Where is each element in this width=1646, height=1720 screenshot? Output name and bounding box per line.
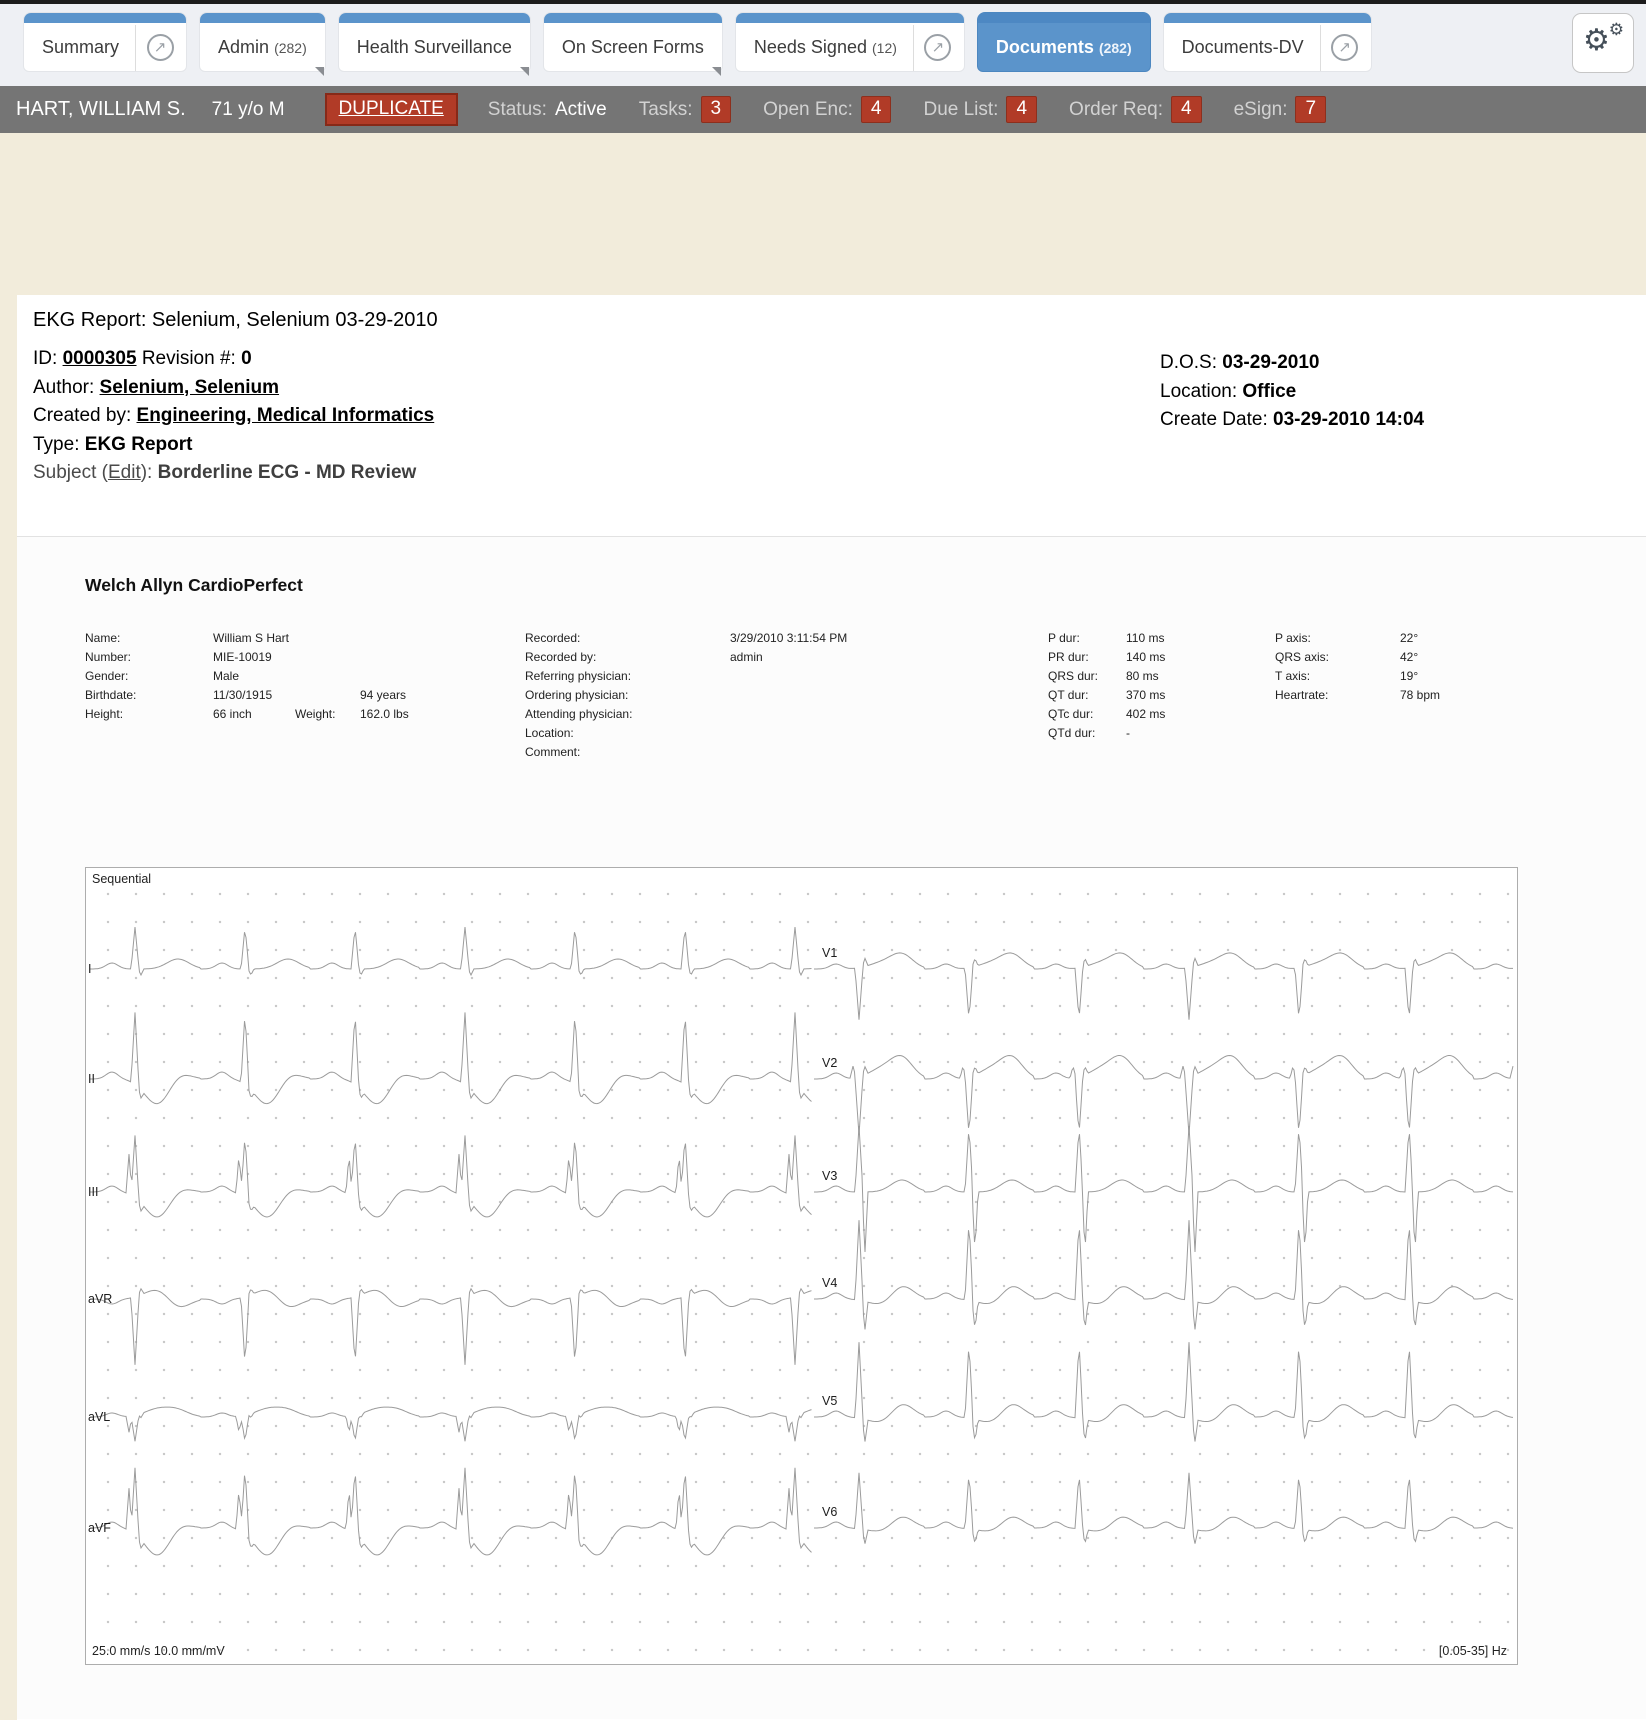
ecg-lead-label-V6: V6 <box>822 1505 838 1519</box>
ecg-chart <box>85 867 1518 1665</box>
report-cell: P axis: <box>1275 631 1311 645</box>
report-row <box>1275 629 1440 648</box>
dos-label: D.O.S: <box>1160 352 1218 373</box>
report-cell: P dur: <box>1048 631 1080 645</box>
ecg-trace-I <box>90 927 812 975</box>
document-meta-right <box>1160 349 1424 435</box>
gear-icon: ⚙ <box>1583 24 1610 57</box>
ecg-lead-label-III: III <box>88 1185 99 1199</box>
report-cell: Male <box>213 669 240 683</box>
report-cell: 402 ms <box>1126 707 1166 721</box>
tab-documents-label <box>980 27 1148 58</box>
gear-small-icon: ⚙ <box>1608 20 1624 39</box>
report-body <box>17 537 1646 1719</box>
report-info-grid <box>85 629 1646 859</box>
subject-line <box>33 459 1630 488</box>
ecg-trace-III <box>90 1135 812 1217</box>
tab-admin[interactable] <box>200 13 325 71</box>
due-list-label: Due List: <box>923 98 999 120</box>
patient-age-sex: 71 y/o M <box>211 98 285 120</box>
patient-name: HART, WILLIAM S. <box>16 98 186 120</box>
ecg-trace-II <box>90 1012 812 1103</box>
report-cell: 370 ms <box>1126 688 1166 702</box>
document-title: EKG Report: Selenium, Selenium 03-29-2010 <box>33 309 438 331</box>
ecg-trace-aVR <box>90 1289 812 1365</box>
esign-label: eSign: <box>1233 98 1288 120</box>
report-column-recording <box>525 629 847 762</box>
report-cell: QTd dur: <box>1048 726 1096 740</box>
ecg-trace-V2 <box>814 1056 1513 1135</box>
report-cell: 78 bpm <box>1400 688 1441 702</box>
type-line <box>33 431 1630 460</box>
report-cell: Recorded: <box>525 631 581 645</box>
document-panel <box>17 295 1646 1720</box>
type-value: EKG Report <box>84 433 193 455</box>
tab-count: (282) <box>1098 39 1132 56</box>
report-row <box>525 648 847 667</box>
ecg-lead-label-I: I <box>88 962 92 976</box>
report-cell: Comment: <box>525 745 581 759</box>
tasks-group <box>639 96 731 123</box>
document-header <box>17 295 1646 537</box>
revision-value: 0 <box>241 348 252 369</box>
report-column-intervals <box>1048 629 1165 743</box>
background-spacer <box>0 133 1646 295</box>
external-link-icon: ↗ <box>147 34 174 61</box>
location-label: Location: <box>1160 380 1238 402</box>
device-title: Welch Allyn CardioPerfect <box>85 575 303 595</box>
id-label: ID: <box>33 348 58 369</box>
tab-on-screen-forms-label: On Screen Forms <box>561 36 704 57</box>
ecg-lead-label-V1: V1 <box>822 946 838 960</box>
report-cell: 22° <box>1400 631 1419 645</box>
report-cell: admin <box>730 650 763 664</box>
ecg-trace-V6 <box>814 1473 1513 1544</box>
dos-value: 03-29-2010 <box>1222 352 1320 373</box>
revision-label: Revision #: <box>141 348 236 369</box>
tab-summary-label: Summary <box>42 36 120 57</box>
dropdown-fold-icon <box>712 67 721 76</box>
dropdown-fold-icon <box>520 67 529 76</box>
create-date-line <box>1160 406 1424 435</box>
report-cell: 80 ms <box>1126 669 1159 683</box>
report-cell: QT dur: <box>1048 688 1089 702</box>
patient-banner <box>0 86 1646 133</box>
location-line <box>1160 378 1424 407</box>
tab-needs-signed-label <box>738 27 913 58</box>
due-list-badge[interactable]: 4 <box>1006 96 1037 123</box>
ecg-lead-label-aVR: aVR <box>88 1292 113 1306</box>
tasks-badge[interactable]: 3 <box>701 96 732 123</box>
open-new-window-button[interactable] <box>136 24 184 61</box>
status-group <box>488 99 607 121</box>
create-date-value: 03-29-2010 14:04 <box>1273 409 1425 430</box>
report-cell: 110 ms <box>1126 631 1165 645</box>
tab-text: Needs Signed <box>753 36 867 57</box>
report-row <box>1048 648 1165 667</box>
settings-button[interactable] <box>1572 13 1634 73</box>
report-cell: 3/29/2010 3:11:54 PM <box>730 631 848 645</box>
tab-text: Admin <box>218 36 270 57</box>
tab-health-surveillance-label: Health Surveillance <box>356 36 512 57</box>
tab-summary[interactable] <box>24 13 186 71</box>
ecg-trace-V3 <box>814 1126 1513 1252</box>
report-row <box>1048 724 1165 743</box>
ecg-trace-aVF <box>90 1468 812 1555</box>
create-date-label: Create Date: <box>1160 409 1268 430</box>
report-cell: Birthdate: <box>85 688 137 702</box>
report-cell: Number: <box>85 650 132 664</box>
report-cell: 11/30/1915 <box>213 688 273 702</box>
ecg-lead-label-II: II <box>88 1072 95 1086</box>
created-by-link[interactable]: Engineering, Medical Informatics <box>136 405 435 426</box>
report-row <box>1048 629 1165 648</box>
tab-count: (282) <box>274 39 307 56</box>
author-link[interactable]: Selenium, Selenium <box>99 376 280 398</box>
report-row <box>1275 667 1440 686</box>
subject-edit-link[interactable]: Edit <box>107 462 141 483</box>
report-cell: William S Hart <box>213 631 290 645</box>
tab-bar <box>0 4 1646 86</box>
ecg-lead-label-aVF: aVF <box>88 1521 111 1535</box>
report-row <box>525 705 847 724</box>
ecg-filter-label: [0.05-35] Hz <box>1438 1644 1507 1658</box>
dropdown-fold-icon <box>315 67 324 76</box>
report-cell: MIE-10019 <box>213 650 272 664</box>
report-column-axes <box>1275 629 1440 705</box>
report-row <box>85 629 409 648</box>
ecg-trace-V1 <box>814 953 1513 1020</box>
report-row <box>525 743 847 762</box>
due-list-group <box>923 96 1037 123</box>
report-row <box>85 648 409 667</box>
ecg-mode-label: Sequential <box>92 872 152 886</box>
report-row <box>85 667 409 686</box>
report-cell: QRS axis: <box>1275 650 1330 664</box>
tab-text: Documents <box>995 36 1094 57</box>
document-id-link[interactable]: 0000305 <box>62 348 137 369</box>
tab-needs-signed[interactable] <box>736 13 964 71</box>
open-enc-badge[interactable]: 4 <box>861 96 892 123</box>
dos-line <box>1160 349 1424 378</box>
report-cell: QRS dur: <box>1048 669 1099 683</box>
report-row <box>85 705 409 724</box>
tab-on-screen-forms[interactable] <box>544 13 722 71</box>
report-cell: Weight: <box>295 707 336 721</box>
external-link-icon: ↗ <box>1331 34 1358 61</box>
ecg-trace-aVL <box>90 1407 812 1441</box>
type-label: Type: <box>33 433 80 455</box>
author-label: Author: <box>33 376 95 398</box>
subject-value: Borderline ECG - MD Review <box>157 462 417 483</box>
report-row <box>525 686 847 705</box>
ecg-lead-label-V5: V5 <box>822 1394 838 1408</box>
report-cell: 162.0 lbs <box>360 707 409 721</box>
open-new-window-button[interactable] <box>1321 24 1369 61</box>
report-row <box>525 667 847 686</box>
ecg-lead-label-aVL: aVL <box>88 1410 111 1424</box>
report-cell: 42° <box>1400 650 1419 664</box>
status-label: Status: <box>487 98 547 120</box>
tab-documents[interactable] <box>978 13 1150 71</box>
report-row <box>525 629 847 648</box>
duplicate-flag[interactable]: DUPLICATE <box>325 93 458 126</box>
report-cell: 66 inch <box>213 707 252 721</box>
tab-admin-label <box>202 27 323 58</box>
report-cell: - <box>1126 726 1130 740</box>
ecg-trace-V5 <box>814 1342 1513 1441</box>
report-cell: Gender: <box>85 669 129 683</box>
subject-label-suffix: ): <box>140 462 158 483</box>
ecg-lead-label-V4: V4 <box>822 1276 838 1290</box>
report-row <box>1048 686 1165 705</box>
tasks-label: Tasks: <box>638 98 693 120</box>
external-link-icon: ↗ <box>924 34 951 61</box>
report-cell: Heartrate: <box>1275 688 1329 702</box>
report-cell: Location: <box>525 726 574 740</box>
tab-documents-dv-label: Documents-DV <box>1181 36 1304 57</box>
tab-documents-dv[interactable] <box>1164 13 1371 71</box>
order-req-group <box>1069 96 1202 123</box>
ecg-trace-V4 <box>814 1220 1513 1329</box>
report-cell: Ordering physician: <box>525 688 629 702</box>
report-cell: 19° <box>1400 669 1419 683</box>
report-row <box>1048 705 1165 724</box>
open-enc-group <box>763 96 891 123</box>
ecg-lead-label-V2: V2 <box>822 1056 838 1070</box>
report-cell: 94 years <box>360 688 407 702</box>
report-row <box>525 724 847 743</box>
report-row <box>85 686 409 705</box>
ecg-lead-label-V3: V3 <box>822 1169 838 1183</box>
tab-health-surveillance[interactable] <box>339 13 530 71</box>
report-cell: Attending physician: <box>525 707 633 721</box>
report-cell: PR dur: <box>1048 650 1089 664</box>
tab-count: (12) <box>872 39 897 56</box>
open-new-window-button[interactable] <box>914 24 962 61</box>
report-cell: Referring physician: <box>525 669 632 683</box>
ecg-traces <box>86 868 1519 1666</box>
report-cell: Recorded by: <box>525 650 597 664</box>
status-value: Active <box>554 98 607 120</box>
location-value: Office <box>1242 380 1297 402</box>
order-req-label: Order Req: <box>1069 98 1164 120</box>
ecg-speed-label: 25.0 mm/s 10.0 mm/mV <box>92 1644 225 1658</box>
report-row <box>1275 686 1440 705</box>
report-cell: T axis: <box>1275 669 1311 683</box>
report-column-patient <box>85 629 409 724</box>
open-enc-label: Open Enc: <box>763 98 853 120</box>
esign-badge[interactable]: 7 <box>1295 96 1326 123</box>
report-cell: Name: <box>85 631 121 645</box>
report-cell: 140 ms <box>1126 650 1166 664</box>
report-cell: QTc dur: <box>1048 707 1094 721</box>
order-req-badge[interactable]: 4 <box>1171 96 1202 123</box>
report-row <box>1275 648 1440 667</box>
report-cell: Height: <box>85 707 124 721</box>
esign-group <box>1234 96 1326 123</box>
created-by-label: Created by: <box>33 405 132 426</box>
report-row <box>1048 667 1165 686</box>
subject-label: Subject ( <box>33 462 108 483</box>
